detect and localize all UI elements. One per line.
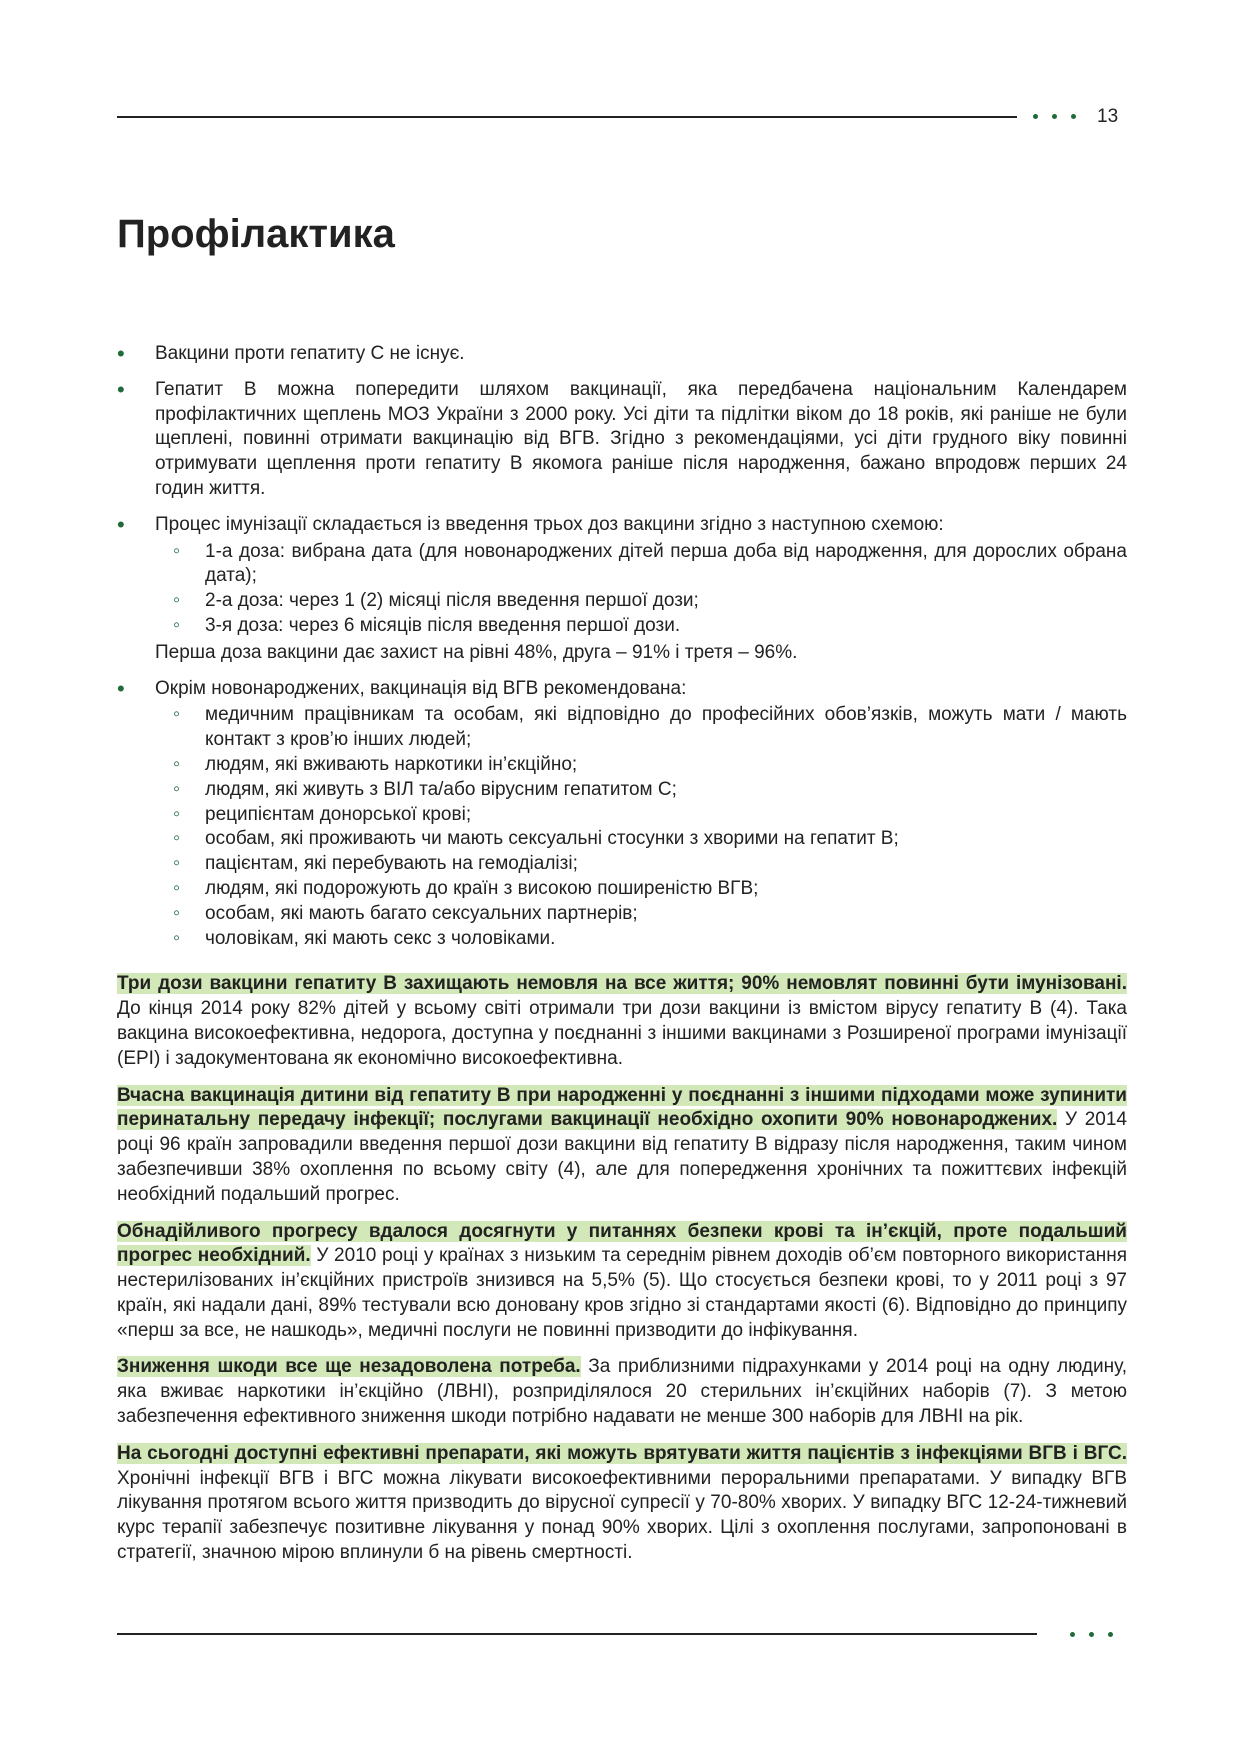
dose-protection-note: Перша доза вакцини дає захист на рівні 48%, друга – 91% і третя – 96%.	[155, 641, 798, 663]
sub-list-item: ◦ реципієнтам донорської крові;	[155, 803, 1127, 828]
sub-list-item: ◦ пацієнтам, які перебувають на гемодіалізі;	[155, 852, 1127, 877]
paragraph-text: До кінця 2014 року 82% дітей у всьому світі отримали три дози вакцини із вмістом вірусу гепатиту В (4). Така вакцина високоефективна, недорога, доступна у поєднанні з іншими вакцинами з Розширеної програми імунізації (EPI) і задокументована як економічно високоефективна.	[117, 998, 1127, 1069]
highlight-text: Вчасна вакцинація дитини від гепатиту В при народженні у поєднанні з іншими підходами може зупинити перинатальну передачу інфекції; послугами вакцинації необхідно охопити 90% новонароджених.	[117, 1084, 1127, 1131]
header-rule	[117, 116, 1017, 118]
bullet-list	[117, 342, 1127, 951]
sub-list-item: ◦ особам, які проживають чи мають сексуальні стосунки з хворими на гепатит В;	[155, 827, 1127, 852]
footer-rule	[117, 1633, 1037, 1635]
paragraph	[117, 1084, 1127, 1208]
page-title: Профілактика	[117, 212, 395, 256]
bullet-text: Вакцини проти гепатиту С не існує.	[155, 343, 465, 364]
paragraph	[117, 972, 1127, 1071]
highlight-text: Обнадійливого прогресу вдалося досягнути у питаннях безпеки крові та ін’єкцій, проте подальший прогрес необхідний.	[117, 1220, 1127, 1267]
highlight-text: Три дози вакцини гепатиту В захищають немовля на все життя; 90% немовлят повинні бути імунізовані.	[117, 973, 1127, 995]
list-item	[117, 378, 1127, 502]
paragraph	[117, 1442, 1127, 1566]
paragraph	[117, 1355, 1127, 1429]
sub-list-item: ◦ людям, які живуть з ВІЛ та/або вірусним гепатитом С;	[155, 778, 1127, 803]
sub-list-item: ◦ чоловікам, які мають секс з чоловіками.	[155, 927, 1127, 952]
page-number: 13	[1097, 106, 1119, 127]
sub-list-item: ◦ людям, які подорожують до країн з високою поширеністю ВГВ;	[155, 877, 1127, 902]
highlight-text: Зниження шкоди все ще незадоволена потреба.	[117, 1356, 581, 1378]
bullet-text: Гепатит В можна попередити шляхом вакцинації, яка передбачена національним Календарем профілактичних щеплень МОЗ України з 2000 року. Усі діти та підлітки віком до 18 років, які раніше не були щеплені, повинні отримати вакцинацію від ВГВ. Згідно з рекомендаціями, усі діти грудного віку повинні отримувати щеплення проти гепатиту В якомога раніше після народження, бажано впродовж перших 24 годин життя.	[155, 378, 1127, 499]
bullet-text: Окрім новонароджених, вакцинація від ВГВ рекомендована:	[155, 677, 687, 699]
list-item	[117, 513, 1127, 666]
sub-list-item: ◦ 3-я доза: через 6 місяців після введення першої дози.	[155, 614, 1127, 639]
bullet-text: Процес імунізації складається із введення трьох доз вакцини згідно з наступною схемою:	[155, 513, 944, 535]
main-content	[117, 342, 1127, 1578]
paragraph-text: Хронічні інфекції ВГВ і ВГС можна лікувати високоефективними пероральними препаратами. У випадку ВГВ лікування протягом всього життя призводить до вірусної супресії у 70-80% хворих. У випадку ВГС 12-24-тижневий курс терапії забезпечує позитивне лікування у понад 90% хворих. Цілі з охоплення послугами, запропоновані в стратегії, значною мірою вплинули б на рівень смертності.	[117, 1467, 1127, 1564]
list-item	[117, 342, 1127, 367]
sub-list-item: ◦ людям, які вживають наркотики ін’єкційно;	[155, 753, 1127, 778]
sub-list-item: ◦ 2-а доза: через 1 (2) місяці після введення першої дози;	[155, 589, 1127, 614]
sub-list-item: ◦ особам, які мають багато сексуальних партнерів;	[155, 902, 1127, 927]
paragraph-text: У 2010 році у країнах з низьким та середнім рівнем доходів об’єм повторного використання нестерилізованих ін’єкційних пристроїв знизився на 5,5% (5). Що стосується безпеки крові, то у 2011 році з 97 країн, які надали дані, 89% тестували всю доновану кров згідно зі стандартами якості (6). Відповідно до принципу «перш за все, не нашкодь», медичні послуги не повинні призводити до інфікування.	[117, 1245, 1127, 1341]
paragraph-text: За приблизними підрахунками у 2014 році на одну людину, яка вживає наркотики ін’єкційно (ЛВНІ), розприділялося 20 стерильних ін’єкційних наборів (7). З метою забезпечення ефективного зниження шкоди потрібно надавати не менше 300 наборів для ЛВНІ на рік.	[117, 1356, 1127, 1428]
list-item	[117, 677, 1127, 952]
paragraph-text: У 2014 році 96 країн запровадили введення першої дози вакцини від гепатиту В відразу після народження, таким чином забезпечивши 38% охоплення по всьому світу (4), але для попередження хронічних та пожиттєвих інфекцій необхідний подальший прогрес.	[117, 1109, 1127, 1205]
dose-sublist	[155, 540, 1127, 639]
highlight-text: На сьогодні доступні ефективні препарати, які можуть врятувати життя пацієнтів з інфекціями ВГВ і ВГС.	[117, 1442, 1127, 1464]
sub-list-item: ◦ медичним працівникам та особам, які відповідно до професійних обов’язків, можуть мати / мають контакт з кров’ю інших людей;	[155, 703, 1127, 753]
footer-dots-ornament	[1070, 1632, 1113, 1637]
paragraph	[117, 1220, 1127, 1344]
sub-list-item: ◦ 1-а доза: вибрана дата (для новонароджених дітей перша доба від народження, для дорослих обрана дата);	[155, 540, 1127, 590]
header-dots-ornament	[1033, 114, 1076, 119]
risk-group-sublist	[155, 703, 1127, 951]
